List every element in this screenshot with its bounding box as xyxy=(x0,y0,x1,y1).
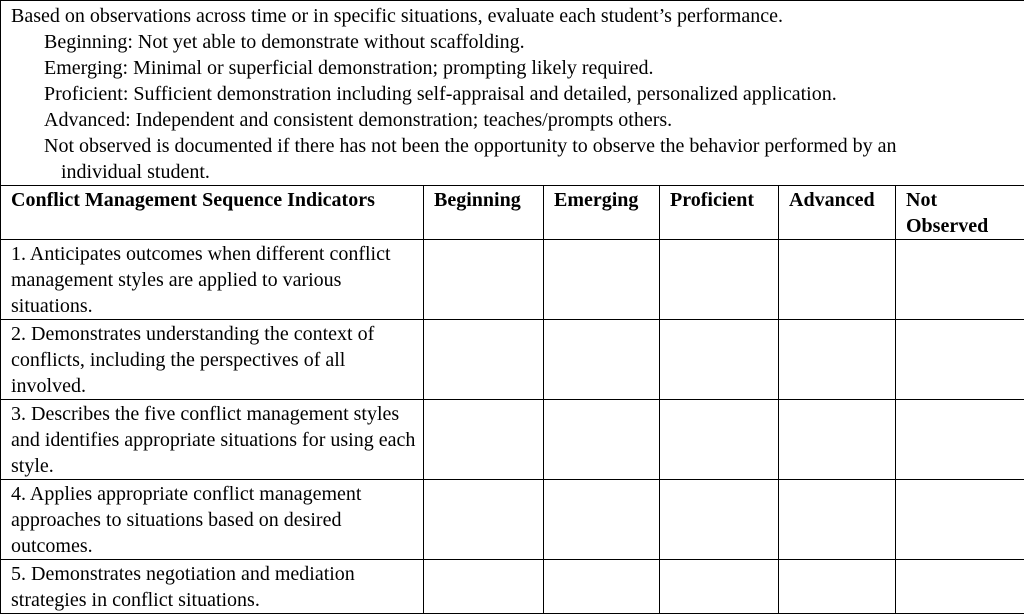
rating-cell-proficient[interactable] xyxy=(660,400,779,480)
rating-cell-beginning[interactable] xyxy=(424,400,544,480)
table-row xyxy=(1,560,1024,614)
rating-cell-beginning[interactable] xyxy=(424,320,544,400)
rating-cell-advanced[interactable] xyxy=(779,560,896,614)
table-row xyxy=(1,400,1024,480)
header-emerging: Emerging xyxy=(544,186,660,240)
table-row xyxy=(1,480,1024,560)
criterion-proficient: Proficient: Sufficient demonstration including self-appraisal and detailed, personalized application. xyxy=(11,81,1020,107)
header-beginning: Beginning xyxy=(424,186,544,240)
header-not-observed: Not Observed xyxy=(896,186,1024,240)
instructions-cell xyxy=(1,1,1024,186)
criterion-advanced: Advanced: Independent and consistent demonstration; teaches/prompts others. xyxy=(11,107,1020,133)
indicator-1: 1. Anticipates outcomes when different conflict management styles are applied to various situations. xyxy=(1,240,424,320)
rating-cell-emerging[interactable] xyxy=(544,320,660,400)
rating-cell-advanced[interactable] xyxy=(779,240,896,320)
instructions-lead: Based on observations across time or in specific situations, evaluate each student’s performance. xyxy=(11,3,1020,29)
header-proficient: Proficient xyxy=(660,186,779,240)
rating-cell-emerging[interactable] xyxy=(544,240,660,320)
rating-cell-not-observed[interactable] xyxy=(896,480,1024,560)
rating-cell-advanced[interactable] xyxy=(779,320,896,400)
table-row xyxy=(1,320,1024,400)
header-row xyxy=(1,186,1024,240)
rating-cell-beginning[interactable] xyxy=(424,480,544,560)
criterion-not-observed: Not observed is documented if there has not been the opportunity to observe the behavior performed by an individual student. xyxy=(11,133,1020,185)
rating-cell-not-observed[interactable] xyxy=(896,240,1024,320)
rating-cell-advanced[interactable] xyxy=(779,480,896,560)
rating-cell-beginning[interactable] xyxy=(424,240,544,320)
rating-cell-not-observed[interactable] xyxy=(896,400,1024,480)
criterion-emerging: Emerging: Minimal or superficial demonstration; prompting likely required. xyxy=(11,55,1020,81)
indicator-5: 5. Demonstrates negotiation and mediation strategies in conflict situations. xyxy=(1,560,424,614)
rating-cell-not-observed[interactable] xyxy=(896,320,1024,400)
rating-cell-beginning[interactable] xyxy=(424,560,544,614)
header-advanced: Advanced xyxy=(779,186,896,240)
rating-cell-emerging[interactable] xyxy=(544,560,660,614)
header-indicators: Conflict Management Sequence Indicators xyxy=(1,186,424,240)
rating-cell-not-observed[interactable] xyxy=(896,560,1024,614)
rating-cell-proficient[interactable] xyxy=(660,560,779,614)
table-row xyxy=(1,240,1024,320)
indicator-4: 4. Applies appropriate conflict management approaches to situations based on desired outcomes. xyxy=(1,480,424,560)
rating-cell-proficient[interactable] xyxy=(660,240,779,320)
rating-cell-emerging[interactable] xyxy=(544,400,660,480)
indicator-2: 2. Demonstrates understanding the context of conflicts, including the perspectives of all involved. xyxy=(1,320,424,400)
indicator-3: 3. Describes the five conflict management styles and identifies appropriate situations for using each style. xyxy=(1,400,424,480)
criterion-beginning: Beginning: Not yet able to demonstrate without scaffolding. xyxy=(11,29,1020,55)
rating-cell-proficient[interactable] xyxy=(660,480,779,560)
rating-cell-proficient[interactable] xyxy=(660,320,779,400)
rating-cell-advanced[interactable] xyxy=(779,400,896,480)
rating-cell-emerging[interactable] xyxy=(544,480,660,560)
instructions-row xyxy=(1,1,1024,186)
